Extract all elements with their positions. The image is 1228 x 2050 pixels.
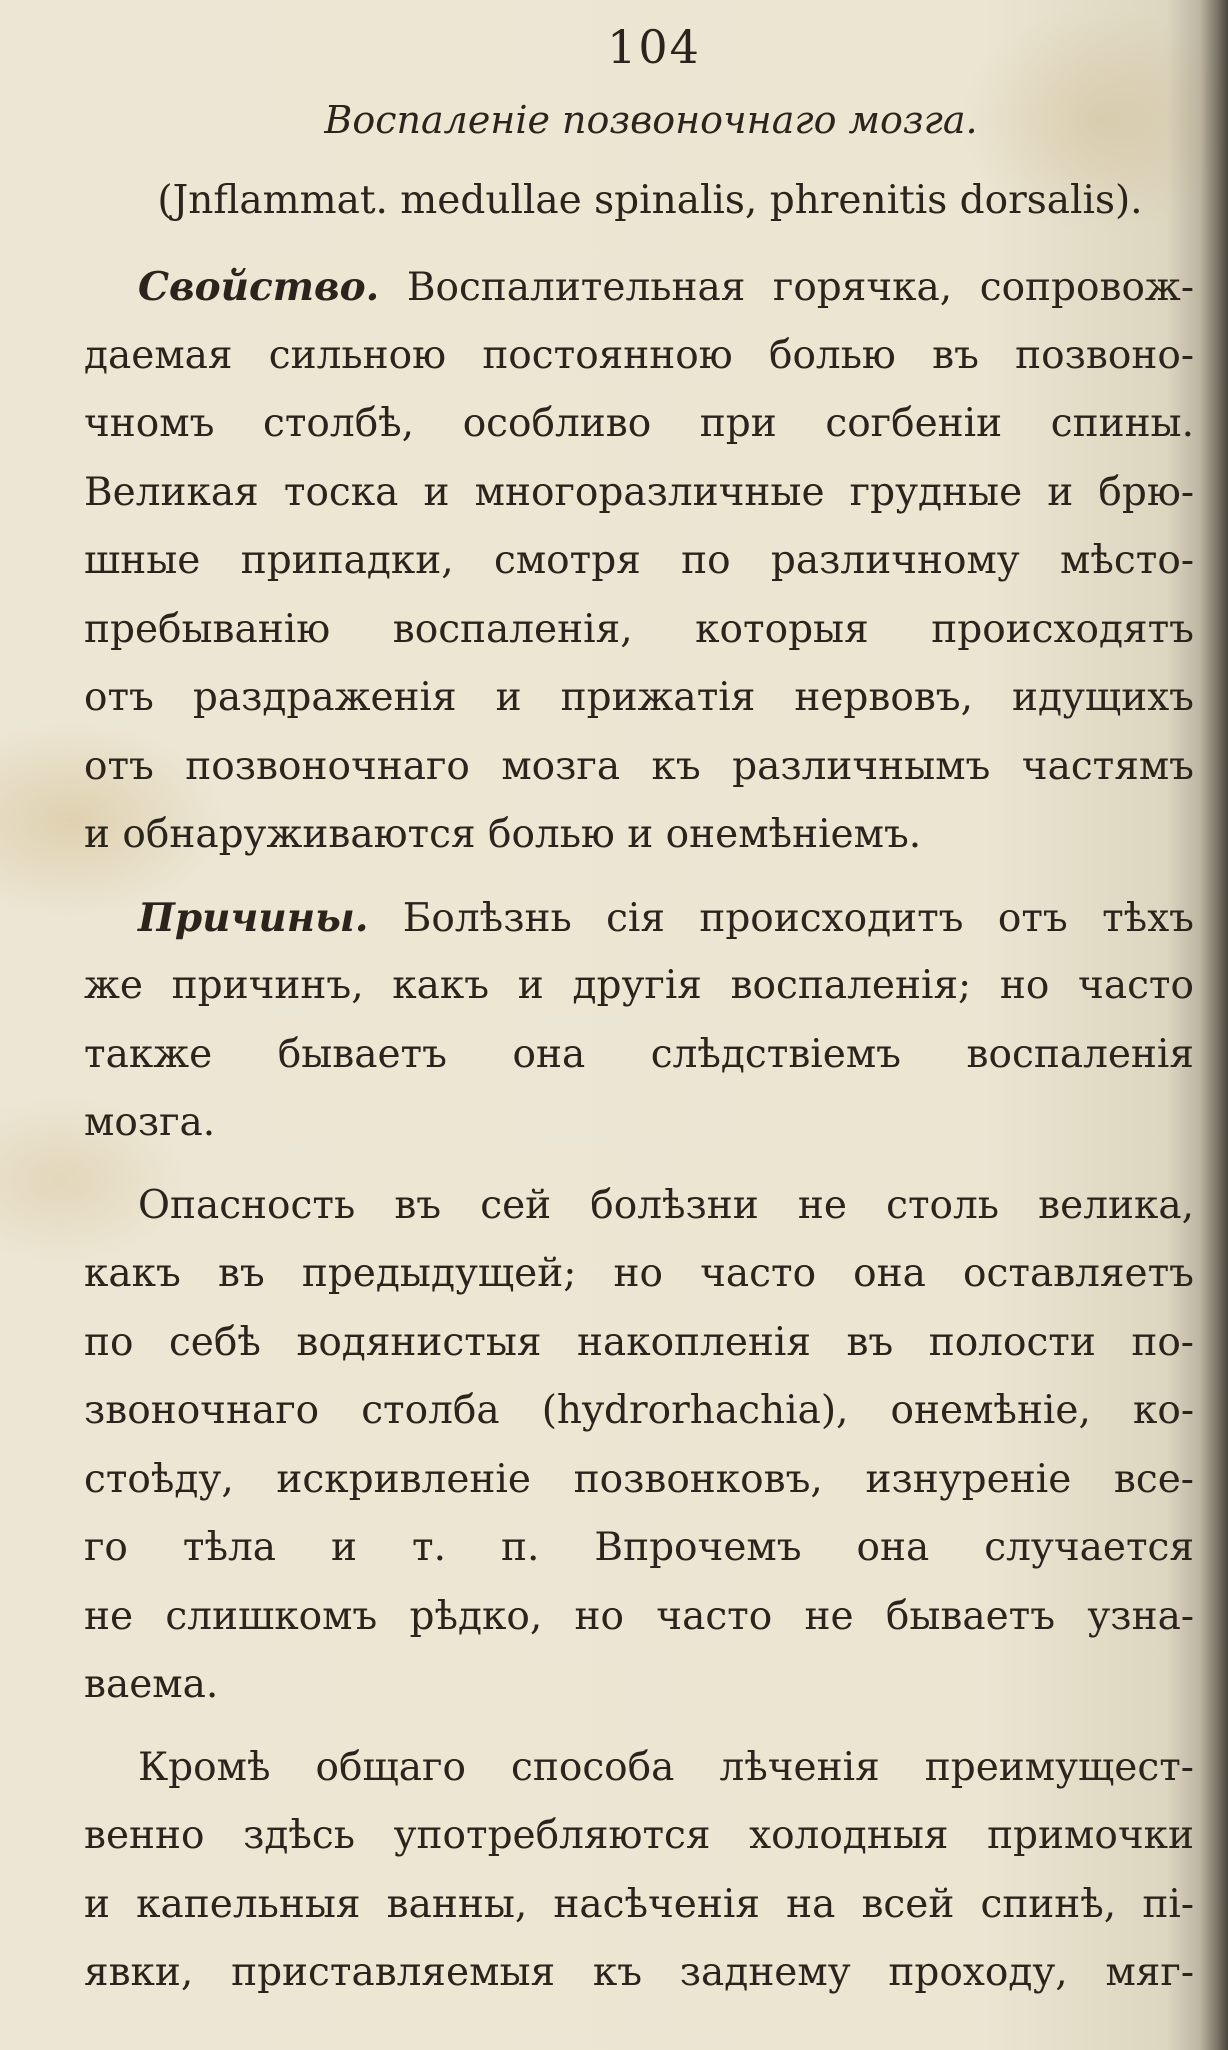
line-text: Воспалительная горячка, сопровож- (379, 265, 1194, 310)
text-line: также бываетъ она слѣдствіемъ воспаленія (84, 1031, 1194, 1077)
paragraph-causes (84, 884, 1194, 1158)
text-line: явки, приставляемыя къ заднему проходу, мяг- (84, 1950, 1194, 1995)
text-line: венно здѣсь употребляются холодныя примочки (84, 1813, 1194, 1858)
text-line (84, 253, 1194, 322)
paragraph-danger (84, 1172, 1194, 1720)
text-line: мозга. (84, 1100, 216, 1145)
line-text: Болѣзнь сія происходитъ отъ тѣхъ (368, 895, 1194, 941)
page-spine-shadow (1200, 0, 1228, 2050)
paragraph-lead: Причины. (138, 894, 369, 941)
text-line: не слишкомъ рѣдко, но часто не бываетъ узна- (84, 1593, 1194, 1639)
paragraph-lead: Свойство. (138, 264, 380, 310)
text-line: даемая сильною постоянною болью въ позвоно- (84, 332, 1194, 378)
text-line: по себѣ водянистыя накопленія въ полости по- (84, 1319, 1194, 1365)
text-line: Опасность въ сей болѣзни не столь велика, (138, 1182, 1194, 1228)
latin-subtitle: (Jnflammat. medullae spinalis, phrenitis dorsalis). (157, 178, 1143, 223)
text-line: шные припадки, смотря по различному мѣсто- (84, 538, 1194, 583)
text-line: ваема. (84, 1662, 219, 1707)
text-line: Кромѣ общаго способа лѣченія преимущест- (138, 1744, 1194, 1790)
text-line: пребыванію воспаленія, которыя происходятъ (84, 606, 1194, 652)
paragraph-treatment (84, 1734, 1194, 2008)
page-content (84, 10, 1194, 2022)
text-line: стоѣду, искривленіе позвонковъ, изнуреніе все- (84, 1456, 1194, 1502)
page-number: 104 (607, 20, 701, 74)
text-line: и капельныя ванны, насѣченія на всей спинѣ, пі- (84, 1881, 1194, 1927)
text-line: отъ раздраженія и прижатія нервовъ, идущихъ (84, 675, 1194, 720)
text-line: какъ въ предыдущей; но часто она оставляетъ (84, 1251, 1194, 1296)
paragraph-property (84, 253, 1194, 870)
section-title: Воспаленіе позвоночнаго мозга. (324, 98, 978, 142)
text-line: го тѣла и т. п. Впрочемъ она случается (84, 1525, 1194, 1570)
text-line: и обнаруживаются болью и онемѣніемъ. (84, 812, 922, 857)
text-line: отъ позвоночнаго мозга къ различнымъ частямъ (84, 743, 1194, 789)
text-line (84, 884, 1194, 953)
text-line: же причинъ, какъ и другія воспаленія; но часто (84, 963, 1194, 1008)
text-line: звоночнаго столба (hydrorhachia), онемѣніе, ко- (84, 1388, 1194, 1433)
text-line: Великая тоска и многоразличные грудные и брю- (84, 469, 1194, 515)
text-line: чномъ столбѣ, особливо при согбеніи спины. (84, 401, 1194, 446)
